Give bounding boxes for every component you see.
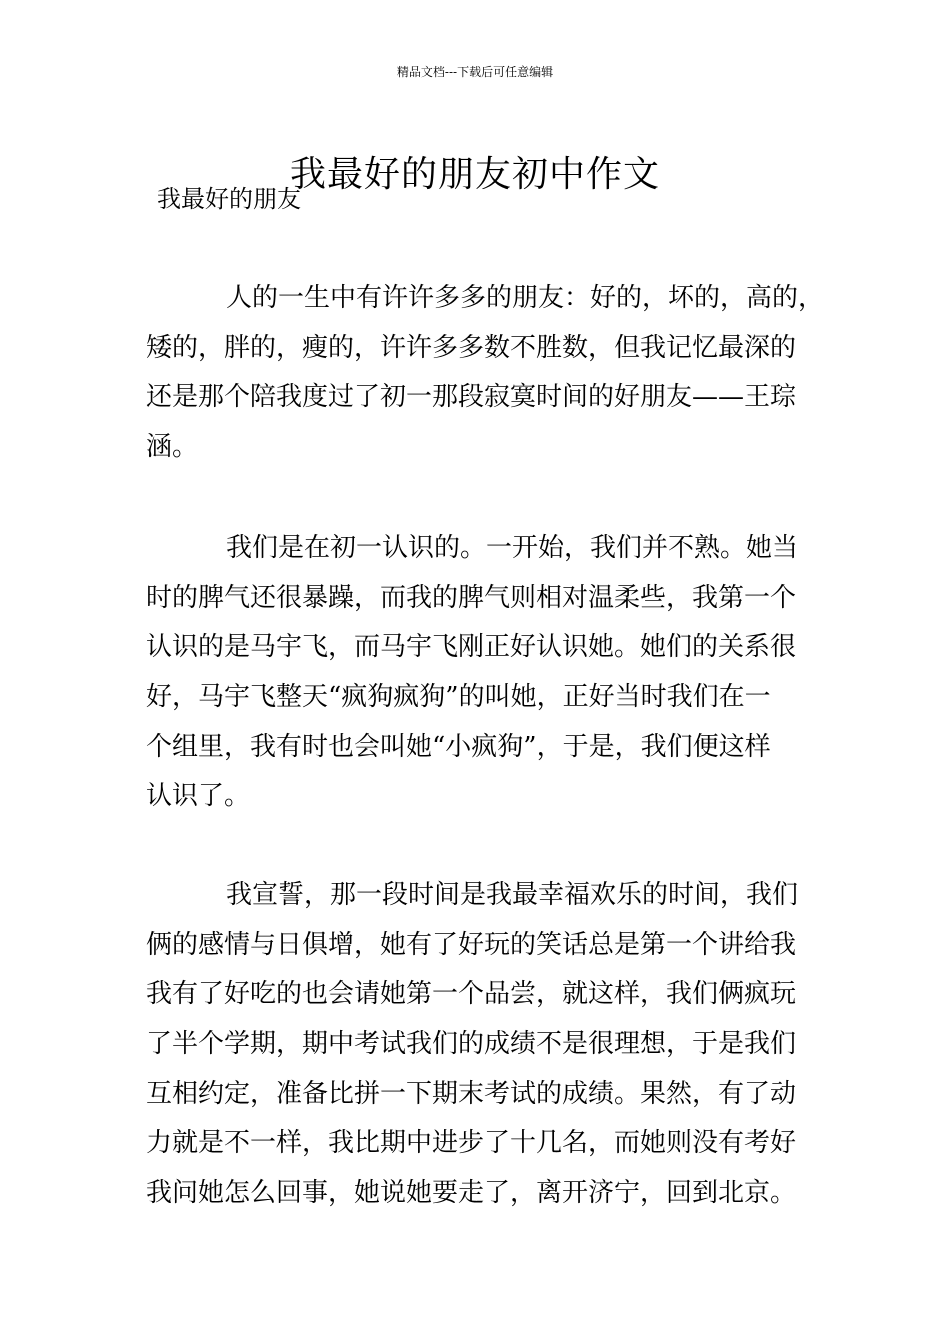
paragraph-line: 个组里，我有时也会叫她“小疯狗”，于是，我们便这样 — [146, 731, 771, 762]
paragraph-line: 好，马宇飞整天“疯狗疯狗”的叫她，正好当时我们在一 — [146, 682, 771, 713]
paragraph-line: 涵。 — [146, 432, 199, 463]
paragraph-2 — [146, 524, 798, 822]
paragraph-line: 认识的是马宇飞，而马宇飞刚正好认识她。她们的关系很 — [146, 632, 797, 663]
paragraph-line: 我有了好吃的也会请她第一个品尝，就这样，我们俩疯玩 — [146, 979, 797, 1010]
paragraph-line: 认识了。 — [146, 781, 251, 812]
document-title: 我最好的朋友初中作文 — [289, 154, 660, 196]
paragraph-line: 还是那个陪我度过了初一那段寂寞时间的好朋友——王琮 — [146, 382, 797, 413]
paragraph-line: 俩的感情与日俱增，她有了好玩的笑话总是第一个讲给我 — [146, 929, 797, 960]
paragraph-line: 矮的，胖的，瘦的，许许多多数不胜数，但我记忆最深的 — [146, 332, 797, 363]
document-subtitle: 我最好的朋友 — [157, 185, 301, 213]
paragraph-line: 我宣誓，那一段时间是我最幸福欢乐的时间，我们 — [226, 880, 799, 910]
paragraph-3 — [146, 871, 798, 1219]
paragraph-line: 人的一生中有许许多多的朋友：好的，坏的，高的， — [226, 283, 825, 313]
paragraph-1 — [146, 274, 824, 473]
paragraph-line: 力就是不一样，我比期中进步了十几名，而她则没有考好 — [146, 1128, 797, 1159]
paragraph-line: 互相约定，准备比拼一下期末考试的成绩。果然，有了动 — [146, 1078, 797, 1109]
paragraph-line: 我问她怎么回事，她说她要走了，离开济宁，回到北京。 — [146, 1178, 797, 1209]
paragraph-line: 我们是在初一认识的。一开始，我们并不熟。她当 — [226, 533, 799, 563]
paragraph-line: 时的脾气还很暴躁，而我的脾气则相对温柔些，我第一个 — [146, 582, 797, 613]
document-header-note: 精品文档---下载后可任意编辑 — [396, 65, 554, 79]
paragraph-line: 了半个学期，期中考试我们的成绩不是很理想，于是我们 — [146, 1029, 797, 1060]
